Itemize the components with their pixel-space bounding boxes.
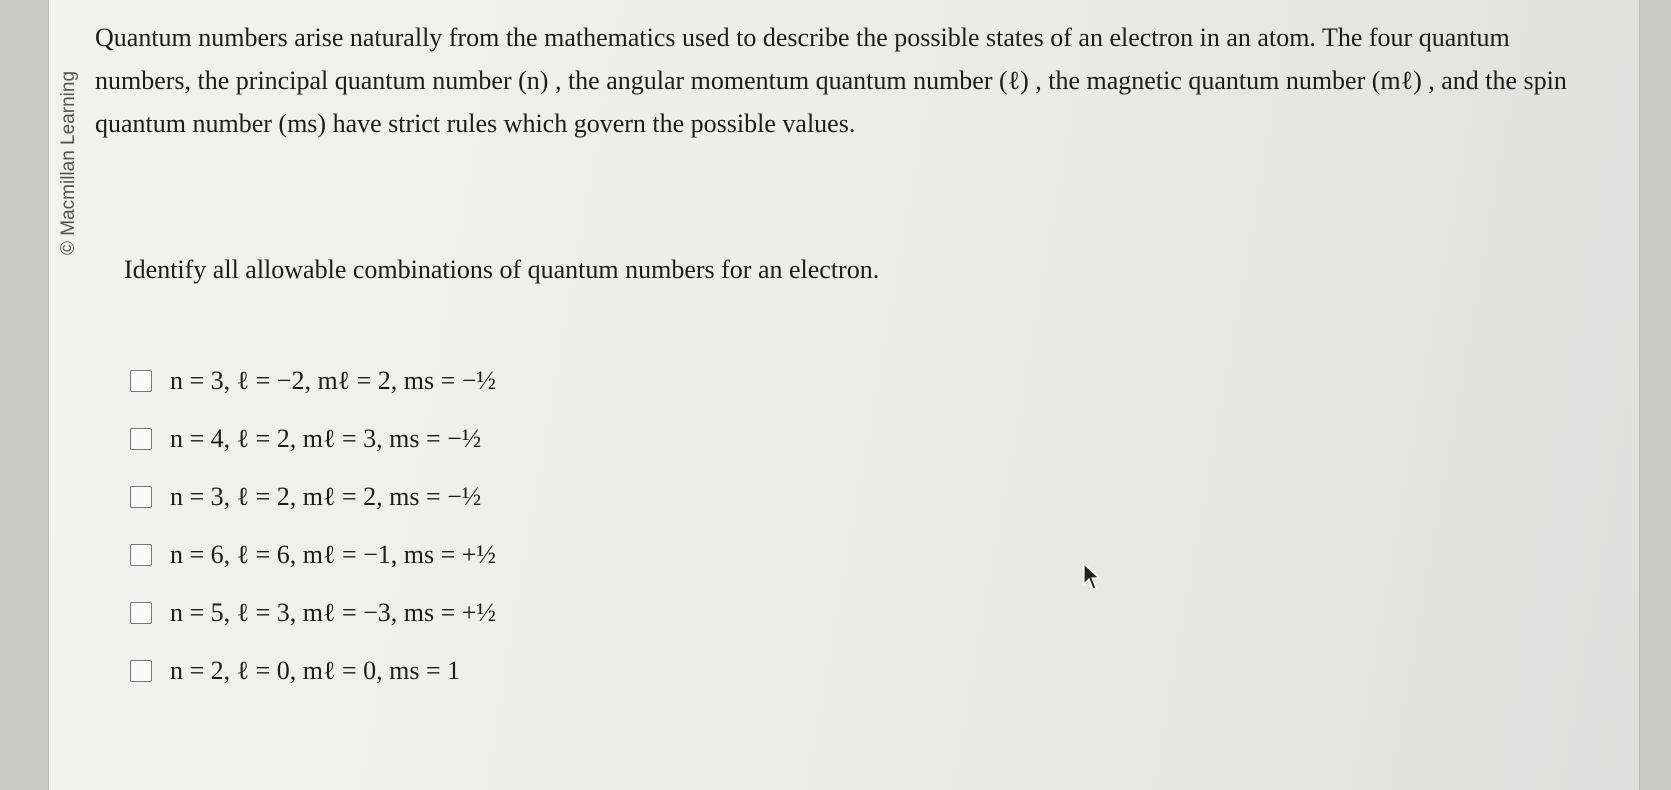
answer-option-4[interactable] bbox=[130, 526, 496, 584]
question-intro: Quantum numbers arise naturally from the mathematics used to describe the possible states of an electron in an atom. The four quantum numbers, the principal quantum number (n) , the angular momentum quantum number (ℓ) , the magnetic quantum number (mℓ) , and the spin quantum number (ms) have strict rules which govern the possible values. bbox=[95, 23, 1567, 138]
option-label: n = 2, ℓ = 0, mℓ = 0, ms = 1 bbox=[170, 656, 461, 685]
option-label: n = 3, ℓ = 2, mℓ = 2, ms = −½ bbox=[170, 482, 482, 511]
option-label: n = 6, ℓ = 6, mℓ = −1, ms = +½ bbox=[170, 540, 496, 569]
mouse-pointer-icon bbox=[1082, 562, 1102, 592]
option-checkbox[interactable] bbox=[130, 370, 152, 392]
answer-option-6[interactable] bbox=[130, 642, 496, 700]
option-checkbox[interactable] bbox=[130, 602, 152, 624]
option-label: n = 3, ℓ = −2, mℓ = 2, ms = −½ bbox=[170, 366, 496, 395]
question-prompt: Identify all allowable combinations of quantum numbers for an electron. bbox=[124, 255, 880, 284]
option-label: n = 5, ℓ = 3, mℓ = −3, ms = +½ bbox=[170, 598, 496, 627]
option-checkbox[interactable] bbox=[130, 544, 152, 566]
option-checkbox[interactable] bbox=[130, 486, 152, 508]
option-checkbox[interactable] bbox=[130, 428, 152, 450]
answer-option-3[interactable] bbox=[130, 468, 496, 526]
answer-option-2[interactable] bbox=[130, 410, 496, 468]
answer-option-5[interactable] bbox=[130, 584, 496, 642]
option-checkbox[interactable] bbox=[130, 660, 152, 682]
option-label: n = 4, ℓ = 2, mℓ = 3, ms = −½ bbox=[170, 424, 482, 453]
answer-option-1[interactable] bbox=[130, 352, 496, 410]
copyright-watermark bbox=[56, 48, 82, 278]
answer-options bbox=[130, 352, 496, 700]
watermark-text: © Macmillan Learning bbox=[58, 70, 79, 256]
